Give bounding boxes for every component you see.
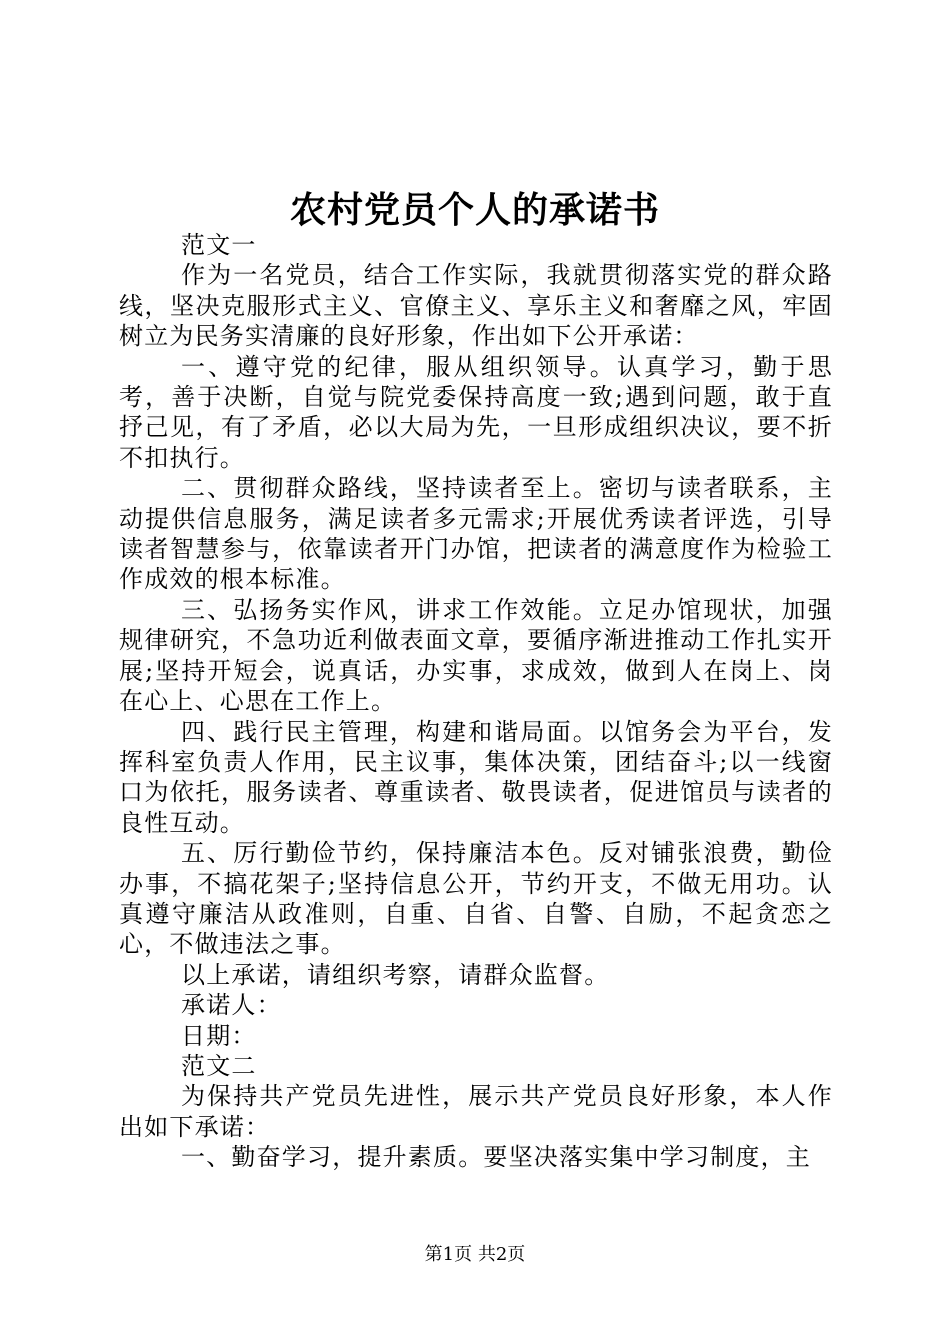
paragraph-pledge-5: 五、厉行勤俭节约，保持廉洁本色。反对铺张浪费，勤俭办事，不搞花架子;坚持信息公开，节约开支，不做无用功。认真遵守廉洁从政准则，自重、自省、自警、自励，不起贪恋之心，不做违法之事。 <box>119 839 833 959</box>
paragraph-pledge-2: 二、贯彻群众路线，坚持读者至上。密切与读者联系，主动提供信息服务，满足读者多元需求;开展优秀读者评选，引导读者智慧参与，依靠读者开门办馆，把读者的满意度作为检验工作成效的根本标准。 <box>119 474 833 594</box>
document-body <box>119 230 833 1173</box>
paragraph-sample-one-heading: 范文一 <box>181 231 257 259</box>
paragraph-sample-two-heading: 范文二 <box>181 1051 257 1080</box>
paragraph-pledge-3: 三、弘扬务实作风，讲求工作效能。立足办馆现状，加强规律研究，不急功近利做表面文章，要循序渐进推动工作扎实开展;坚持开短会，说真话，办实事，求成效，做到人在岗上、岗在心上、心思在工作上。 <box>119 595 833 716</box>
date-label: 日期： <box>181 1021 257 1050</box>
paragraph-pledge-1: 一、遵守党的纪律，服从组织领导。认真学习，勤于思考，善于决断，自觉与院党委保持高度一致;遇到问题，敢于直抒己见，有了矛盾，必以大局为先，一旦形成组织决议，要不折不扣执行。 <box>119 352 833 472</box>
paragraph-closing: 以上承诺，请组织考察，请群众监督。 <box>181 960 610 989</box>
paragraph-sample-two-intro: 为保持共产党员先进性，展示共产党员良好形象，本人作出如下承诺： <box>119 1082 833 1141</box>
paragraph-intro: 作为一名党员，结合工作实际，我就贯彻落实党的群众路线，坚决克服形式主义、官僚主义、享乐主义和奢靡之风，牢固树立为民务实清廉的良好形象，作出如下公开承诺： <box>119 261 833 351</box>
document-title: 农村党员个人的承诺书 <box>289 189 660 231</box>
paragraph-pledge-4: 四、践行民主管理，构建和谐局面。以馆务会为平台，发挥科室负责人作用，民主议事，集体决策，团结奋斗;以一线窗口为依托，服务读者、尊重读者、敬畏读者，促进馆员与读者的良性互动。 <box>119 717 833 837</box>
page-footer: 第1页 共2页 <box>424 1244 526 1265</box>
paragraph-sample-two-pledge-1: 一、勤奋学习，提升素质。要坚决落实集中学习制度，主 <box>181 1143 811 1172</box>
signer-label: 承诺人： <box>181 991 282 1020</box>
